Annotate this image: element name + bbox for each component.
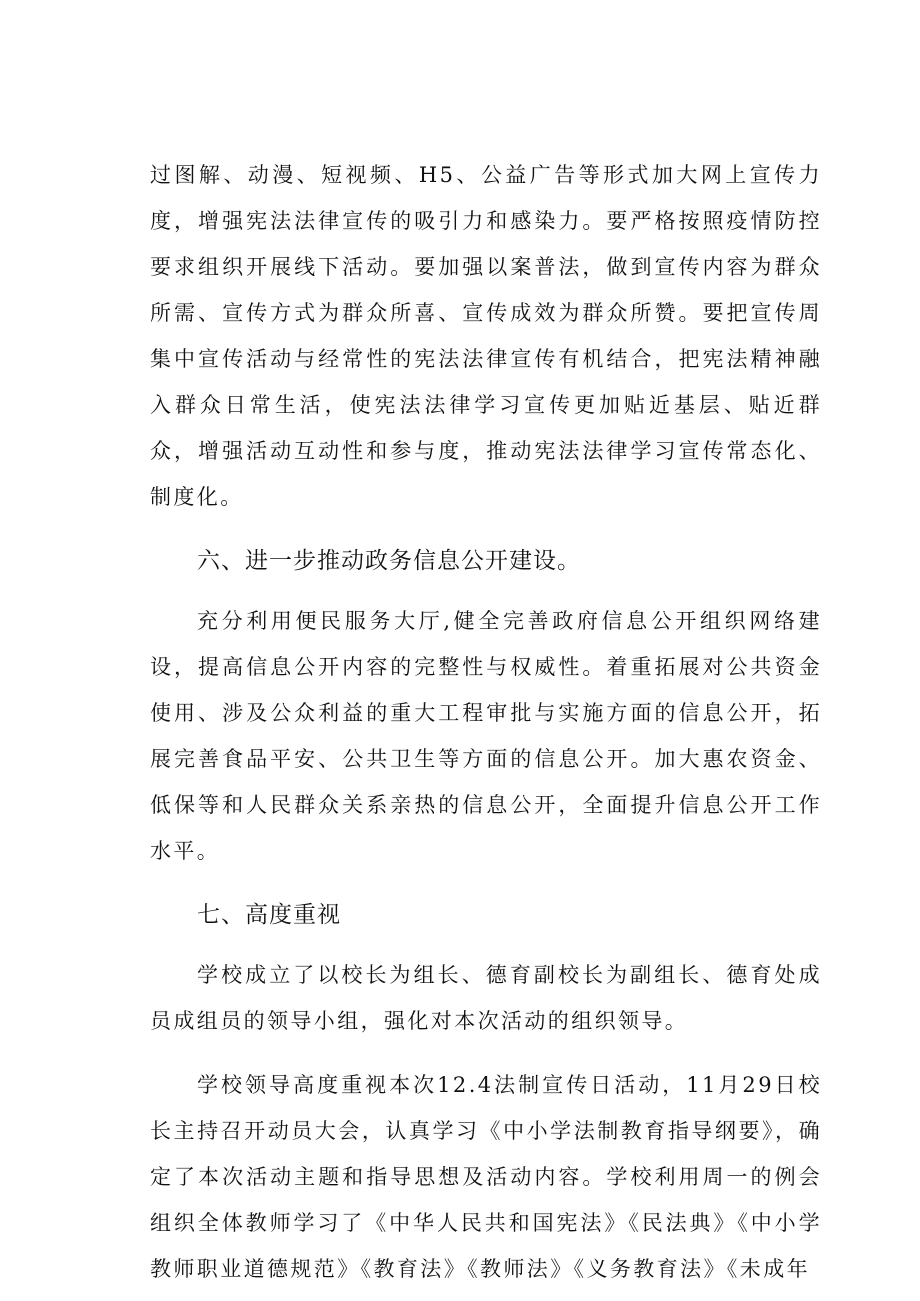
section-heading-6: 六、进一步推动政务信息公开建设。 [197, 548, 581, 574]
paragraph-info-disclosure: 充分利用便民服务大厅,健全完善政府信息公开组织网络建设，提高信息公开内容的完整性与权威性。着重拓展对公共资金使用、涉及公众利益的重大工程审批与实施方面的信息公开，拓展完善食品平安、公共卫生等方面的信息公开。加大惠农资金、低保等和人民群众关系亲热的信息公开，全面提升信息公开工作水平。 [150, 609, 822, 863]
paragraph-online-publicity: 过图解、动漫、短视频、H5、公益广告等形式加大网上宣传力度，增强宪法法律宣传的吸引力和感染力。要严格按照疫情防控要求组织开展线下活动。要加强以案普法，做到宣传内容为群众所需、宣传方式为群众所喜、宣传成效为群众所赞。要把宣传周集中宣传活动与经常性的宪法法律宣传有机结合，把宪法精神融入群众日常生活，使宪法法律学习宣传更加贴近基层、贴近群众，增强活动互动性和参与度，推动宪法法律学习宣传常态化、制度化。 [150, 163, 822, 509]
document-body [150, 152, 822, 1292]
paragraph-legal-day-activity: 学校领导高度重视本次12.4法制宣传日活动，11月29日校长主持召开动员大会，认真学习《中小学法制教育指导纲要》，确定了本次活动主题和指导思想及活动内容。学校利用周一的例会组织全体教师学习了《中华人民共和国宪法》《民法典》《中小学教师职业道德规范》《教育法》《教师法》《义务教育法》《未成年 [150, 1073, 822, 1281]
section-heading-7: 七、高度重视 [197, 902, 341, 928]
paragraph-leadership-group: 学校成立了以校长为组长、德育副校长为副组长、德育处成员成组员的领导小组，强化对本次活动的组织领导。 [150, 963, 822, 1033]
